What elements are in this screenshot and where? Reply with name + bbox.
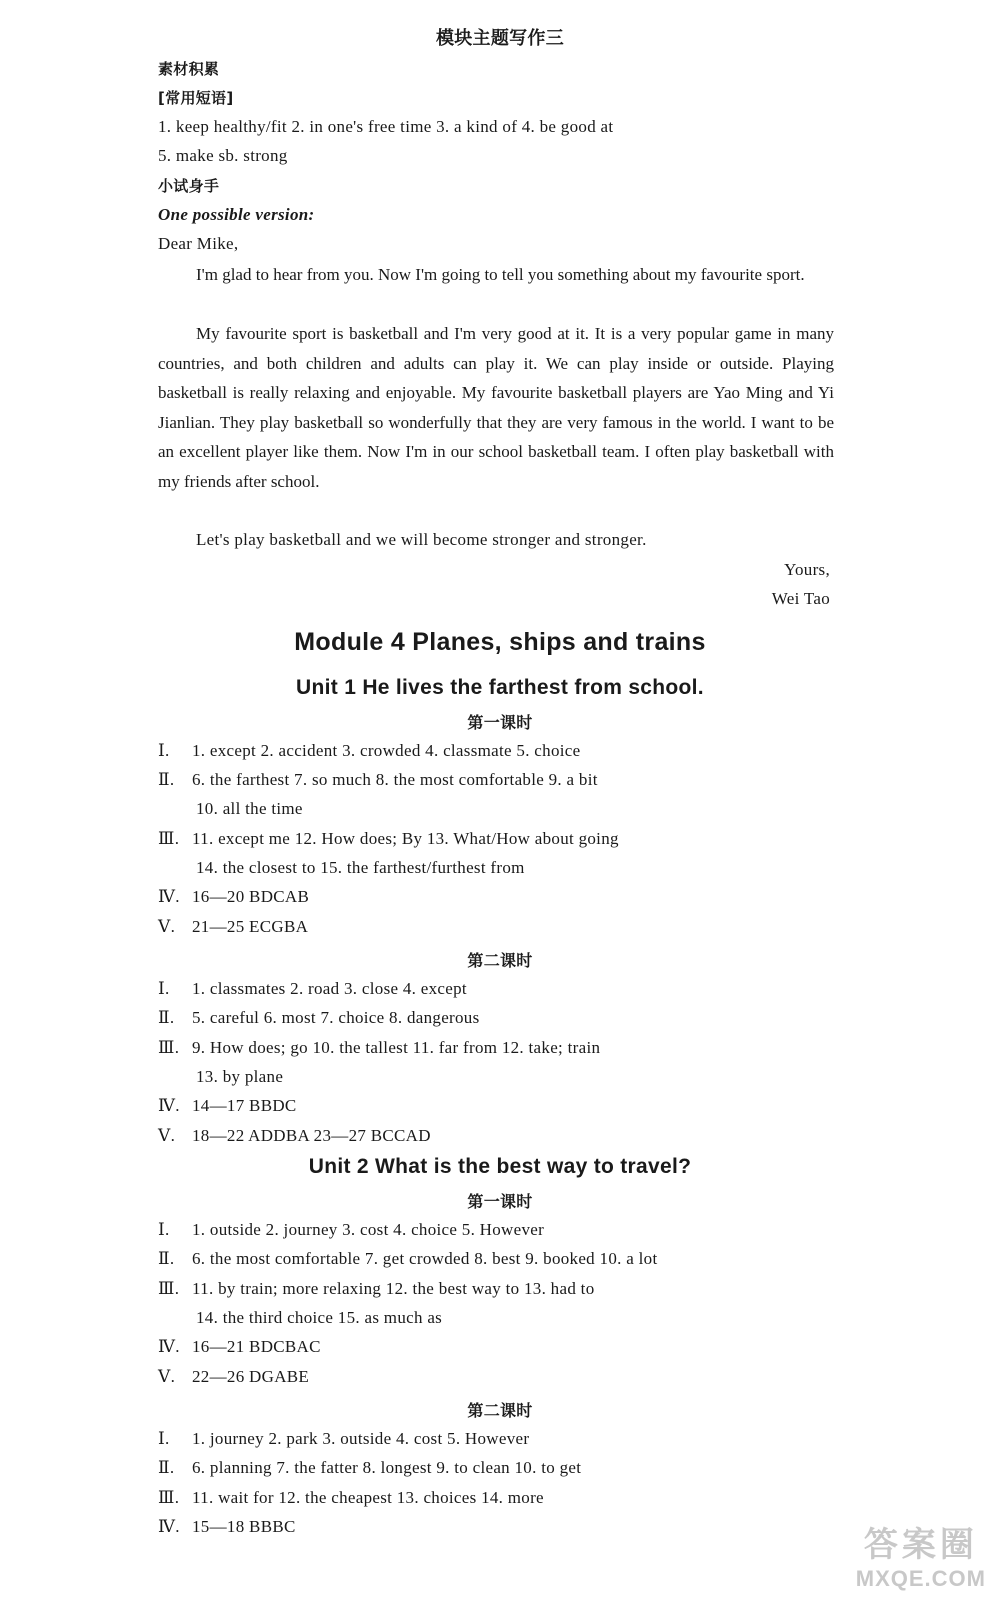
u1l1-row-4 xyxy=(158,887,309,907)
watermark-en: MXQE.COM xyxy=(855,1566,986,1591)
u2l1-row-5 xyxy=(158,1367,309,1387)
answer-text: 1. classmates 2. road 3. close 4. except xyxy=(192,979,467,998)
u1l2-row-3 xyxy=(158,1038,600,1058)
paragraph-2: My favourite sport is basketball and I'm very good at it. It is a very popular game in many countries, and both children and adults can play it. We can play inside or outside. Playing basketball is really relaxing and enjoyable. My favourite basketball players are Yao Ming and Yi Jianlian. They play basketball so wonderfully that they are very famous in the world. I want to be an excellent player like them. Now I'm in our school basketball team. I often play basketball with my friends after school. xyxy=(158,324,834,491)
phrases-line-1: 1. keep healthy/fit 2. in one's free time 3. a kind of 4. be good at xyxy=(158,117,614,136)
numeral: Ⅳ. xyxy=(158,1517,180,1536)
u1l2-row-4 xyxy=(158,1096,297,1116)
site-watermark xyxy=(856,1517,986,1592)
u2l1-row-2 xyxy=(158,1249,657,1269)
u1l1-row-3b: 14. the closest to 15. the farthest/furthest from xyxy=(196,858,525,877)
numeral: Ⅰ. xyxy=(158,1429,170,1448)
answer-text: 6. planning 7. the fatter 8. longest 9. to clean 10. to get xyxy=(192,1458,582,1477)
answer-text: 9. How does; go 10. the tallest 11. far from 12. take; train xyxy=(192,1038,601,1057)
u1l2-row-5 xyxy=(158,1126,431,1146)
answer-text: 6. the most comfortable 7. get crowded 8. best 9. booked 10. a lot xyxy=(192,1249,658,1268)
try-label: 小试身手 xyxy=(158,177,220,195)
paragraph-3: Let's play basketball and we will become stronger and stronger. xyxy=(196,530,647,549)
answer-text: 11. except me 12. How does; By 13. What/How about going xyxy=(192,829,619,848)
numeral: Ⅰ. xyxy=(158,979,170,998)
watermark-cn: 答案圈 xyxy=(863,1526,978,1564)
answer-text: 14—17 BBDC xyxy=(192,1096,297,1115)
numeral: Ⅰ. xyxy=(158,1220,170,1239)
numeral: Ⅴ. xyxy=(158,1126,176,1145)
answer-text: 16—20 BDCAB xyxy=(192,887,310,906)
numeral: Ⅱ. xyxy=(158,770,175,789)
unit1-lesson2-title: 第二课时 xyxy=(467,951,533,970)
numeral: Ⅰ. xyxy=(158,741,170,760)
u2l2-row-4 xyxy=(158,1517,296,1537)
answer-text: 6. the farthest 7. so much 8. the most comfortable 9. a bit xyxy=(192,770,598,789)
u2l2-row-3 xyxy=(158,1488,544,1508)
phrases-line-2: 5. make sb. strong xyxy=(158,146,288,165)
numeral: Ⅳ. xyxy=(158,1337,180,1356)
u1l2-row-3b: 13. by plane xyxy=(196,1067,284,1086)
numeral: Ⅲ. xyxy=(158,1488,180,1507)
numeral: Ⅲ. xyxy=(158,829,180,848)
answer-text: 15—18 BBBC xyxy=(192,1517,296,1536)
version-label: One possible version: xyxy=(158,205,315,224)
numeral: Ⅱ. xyxy=(158,1249,175,1268)
u1l1-row-3 xyxy=(158,829,619,849)
u2l1-row-3 xyxy=(158,1279,595,1299)
answer-text: 5. careful 6. most 7. choice 8. dangerous xyxy=(192,1008,480,1027)
answer-text: 22—26 DGABE xyxy=(192,1367,310,1386)
greeting: Dear Mike, xyxy=(158,234,239,253)
u1l1-row-1 xyxy=(158,741,580,761)
u1l2-row-1 xyxy=(158,979,467,999)
numeral: Ⅴ. xyxy=(158,917,176,936)
numeral: Ⅳ. xyxy=(158,887,180,906)
u2l1-row-3b: 14. the third choice 15. as much as xyxy=(196,1308,443,1327)
u2l1-row-4 xyxy=(158,1337,321,1357)
unit1-title: Unit 1 He lives the farthest from school. xyxy=(296,676,704,699)
closing: Yours, xyxy=(784,560,830,579)
u2l1-row-1 xyxy=(158,1220,544,1240)
u1l1-row-5 xyxy=(158,917,308,937)
numeral: Ⅳ. xyxy=(158,1096,180,1115)
answer-text: 1. outside 2. journey 3. cost 4. choice 5. However xyxy=(192,1220,545,1239)
answer-text: 11. wait for 12. the cheapest 13. choices 14. more xyxy=(192,1488,544,1507)
unit2-title: Unit 2 What is the best way to travel? xyxy=(308,1155,692,1178)
numeral: Ⅱ. xyxy=(158,1458,175,1477)
numeral: Ⅴ. xyxy=(158,1367,176,1386)
unit2-lesson2-title: 第二课时 xyxy=(467,1401,533,1420)
unit2-lesson1-title: 第一课时 xyxy=(467,1192,533,1211)
numeral: Ⅲ. xyxy=(158,1279,180,1298)
writing-title: 模块主题写作三 xyxy=(435,28,565,49)
unit1-lesson1-title: 第一课时 xyxy=(467,713,533,732)
module-title: Module 4 Planes, ships and trains xyxy=(294,628,706,656)
answer-text: 21—25 ECGBA xyxy=(192,917,309,936)
phrases-label: [常用短语] xyxy=(158,89,234,107)
numeral: Ⅱ. xyxy=(158,1008,175,1027)
u1l1-row-2b: 10. all the time xyxy=(196,799,303,818)
answer-text: 1. except 2. accident 3. crowded 4. classmate 5. choice xyxy=(192,741,581,760)
answer-text: 18—22 ADDBA 23—27 BCCAD xyxy=(192,1126,431,1145)
u1l1-row-2 xyxy=(158,770,598,790)
answer-text: 16—21 BDCBAC xyxy=(192,1337,321,1356)
u1l2-row-2 xyxy=(158,1008,480,1028)
u2l2-row-2 xyxy=(158,1458,581,1478)
u2l2-row-1 xyxy=(158,1429,529,1449)
answer-text: 11. by train; more relaxing 12. the best way to 13. had to xyxy=(192,1279,595,1298)
signature: Wei Tao xyxy=(771,589,830,608)
paragraph-1: I'm glad to hear from you. Now I'm going to tell you something about my favourite sport. xyxy=(196,265,805,284)
numeral: Ⅲ. xyxy=(158,1038,180,1057)
material-label: 素材积累 xyxy=(158,60,220,78)
answer-text: 1. journey 2. park 3. outside 4. cost 5. However xyxy=(192,1429,530,1448)
